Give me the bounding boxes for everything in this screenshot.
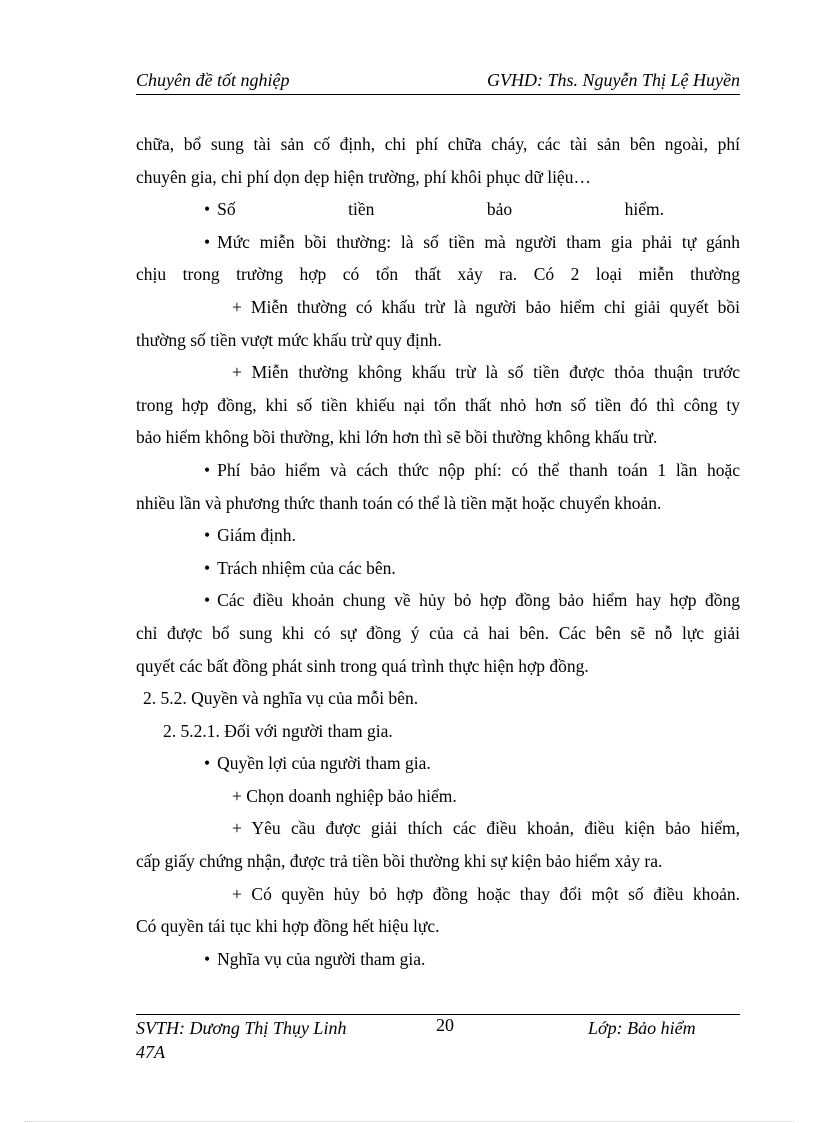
page-edge-divider (24, 1121, 794, 1122)
page-footer (136, 1014, 740, 1062)
body-text (136, 128, 740, 975)
paragraph-line: chỉ được bổ sung khi có sự đồng ý của cả hai bên. Các bên sẽ nỗ lực giải (136, 622, 740, 643)
sub-item-line: + Miễn thường có khấu trừ là người bảo hiểm chỉ giải quyết bồi (232, 296, 740, 317)
bullet-item (136, 193, 740, 226)
footer-student: SVTH: Dương Thị Thụy Linh (136, 1018, 347, 1038)
subsection-heading: 2. 5.2.1. Đối với người tham gia. (163, 720, 393, 741)
page-header (136, 68, 740, 95)
bullet-item: • Nghĩa vụ của người tham gia. (136, 943, 740, 976)
paragraph-line: quyết các bất đồng phát sinh trong quá trình thực hiện hợp đồng. (136, 655, 589, 676)
paragraph-line: bảo hiểm không bồi thường, khi lớn hơn thì sẽ bồi thường không khấu trừ. (136, 427, 658, 448)
footer-student-class: 47A (136, 1042, 165, 1062)
bullet-item: • Quyền lợi của người tham gia. (136, 747, 740, 780)
paragraph-line: chuyên gia, chi phí dọn dẹp hiện trường, phí khôi phục dữ liệu… (136, 166, 591, 187)
bullet-item: • Giám định. (136, 519, 740, 552)
paragraph-line: thường số tiền vượt mức khấu trừ quy định. (136, 329, 442, 350)
section-heading: 2. 5.2. Quyền và nghĩa vụ của mỗi bên. (143, 688, 419, 709)
sub-item-line: + Chọn doanh nghiệp bảo hiểm. (232, 785, 457, 806)
page-number: 20 (436, 1015, 454, 1035)
bullet-item: • Trách nhiệm của các bên. (136, 552, 740, 585)
bullet-item: • Phí bảo hiểm và cách thức nộp phí: có thể thanh toán 1 lần hoặc (136, 454, 740, 487)
sub-item-line: + Miễn thường không khấu trừ là số tiền được thỏa thuận trước (232, 362, 740, 383)
paragraph-line: chữa, bổ sung tài sản cố định, chi phí chữa cháy, các tài sản bên ngoài, phí (136, 134, 740, 154)
paragraph-line: Có quyền tái tục khi hợp đồng hết hiệu lực. (136, 916, 440, 937)
sub-item-line: + Có quyền hủy bỏ hợp đồng hoặc thay đổi một số điều khoản. (232, 883, 740, 904)
footer-class: Lớp: Bảo hiểm (588, 1018, 696, 1038)
bullet-item: • Các điều khoản chung về hủy bỏ hợp đồng bảo hiểm hay hợp đồng (136, 584, 740, 617)
paragraph-line: chịu trong trường hợp có tổn thất xảy ra. Có 2 loại miễn thường (136, 264, 740, 285)
bullet-item: • Mức miễn bồi thường: là số tiền mà người tham gia phải tự gánh (136, 226, 740, 259)
paragraph-line: nhiều lần và phương thức thanh toán có thể là tiền mặt hoặc chuyển khoản. (136, 492, 662, 513)
header-title: Chuyên đề tốt nghiệp (136, 70, 290, 90)
sub-item-line: + Yêu cầu được giải thích các điều khoản, điều kiện bảo hiểm, (232, 818, 740, 839)
paragraph-line: cấp giấy chứng nhận, được trả tiền bồi thường khi sự kiện bảo hiểm xảy ra. (136, 851, 663, 872)
header-supervisor: GVHD: Ths. Nguyễn Thị Lệ Huyền (487, 70, 740, 90)
paragraph-line: trong hợp đồng, khi số tiền khiếu nại tổn thất nhỏ hơn số tiền đó thì công ty (136, 394, 740, 415)
bullet-text: • Số tiền bảo hiểm. (204, 193, 664, 226)
